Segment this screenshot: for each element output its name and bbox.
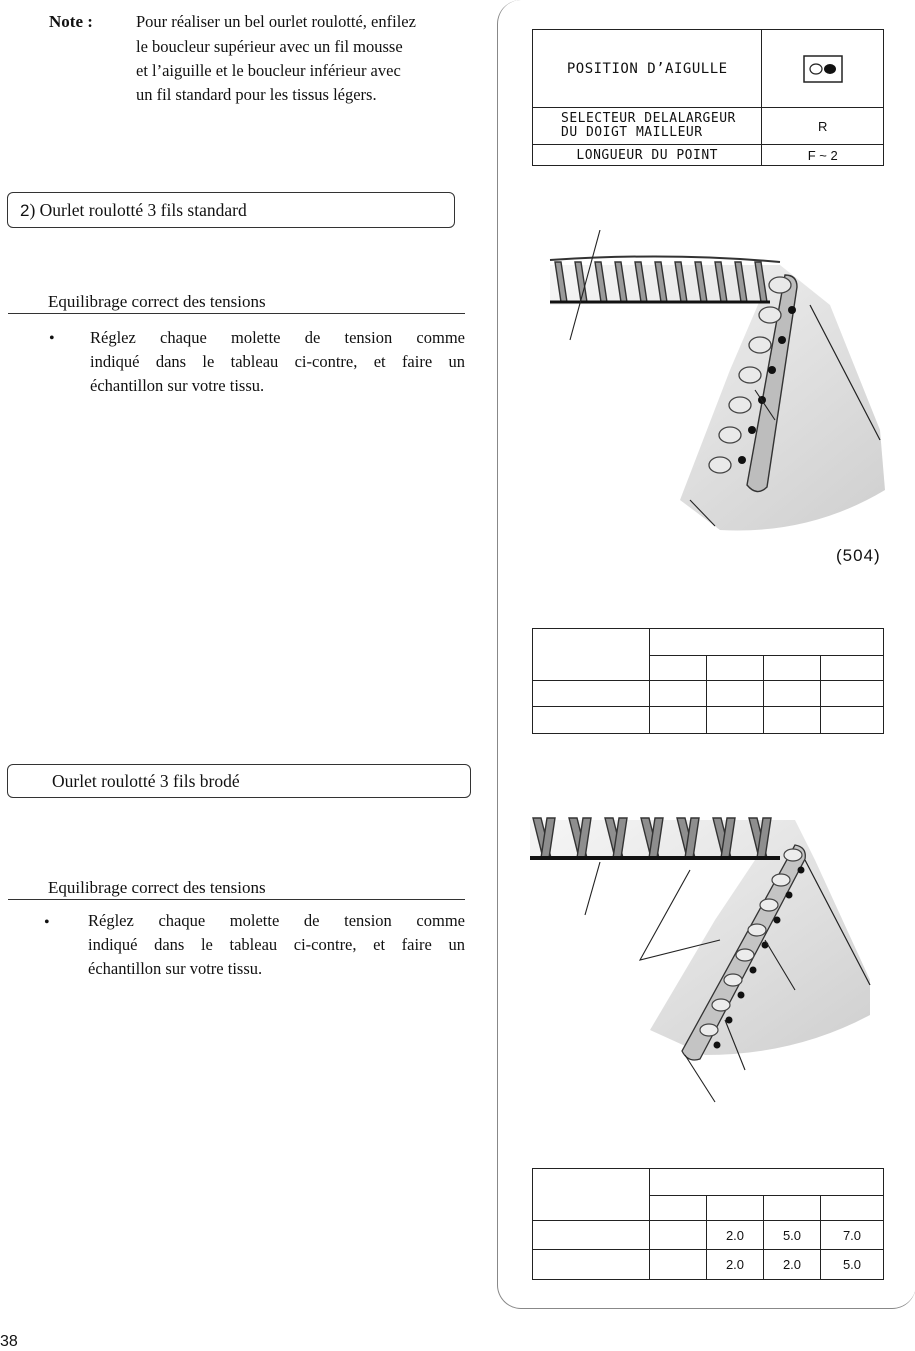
stitch-finger-label-line-2: DU DOIGT MAILLEUR <box>561 125 703 140</box>
settings-table <box>532 29 884 166</box>
tension-table3-subheader <box>821 1196 884 1221</box>
section3-subhead: Equilibrage correct des tensions <box>48 878 266 897</box>
section2-bullet: • <box>49 330 55 347</box>
section3-rule <box>8 899 465 900</box>
tension-table2-cell <box>650 707 707 734</box>
section3-line-1: Réglez chaque molette de tension comme <box>88 911 465 930</box>
tension-table2-cell <box>821 681 884 707</box>
fabric-1 <box>550 265 885 531</box>
tension-table2-subheader <box>650 656 707 681</box>
tension-table-standard <box>532 628 884 734</box>
note-line-3: et l’aiguille et le boucleur inférieur avec <box>136 61 401 80</box>
tension-table2-subheader <box>764 656 821 681</box>
needle-position-value <box>762 30 884 108</box>
tension-table3-cell: 7.0 <box>821 1221 884 1250</box>
section2-line-3: échantillon sur votre tissu. <box>90 376 265 395</box>
tension-table3-cell <box>650 1221 707 1250</box>
tension-table2-header-group <box>650 629 884 656</box>
tension-table3-cell: 2.0 <box>707 1250 764 1280</box>
section2-number: 2 <box>20 201 30 220</box>
stitch-length-value: F ~ 2 <box>762 145 884 166</box>
tension-table3-cell <box>650 1250 707 1280</box>
figure1-code: (504) <box>836 546 881 565</box>
needle-position-icon <box>803 55 843 83</box>
tension-table2-cell <box>707 707 764 734</box>
section2-title <box>20 200 247 221</box>
note-line-4: un fil standard pour les tissus légers. <box>136 85 377 104</box>
tension-table3-subheader <box>707 1196 764 1221</box>
note-line-2: le boucleur supérieur avec un fil mousse <box>136 37 403 56</box>
tension-table2-cell <box>533 681 650 707</box>
tension-table3-cell: 2.0 <box>707 1221 764 1250</box>
tension-table2-cell <box>650 681 707 707</box>
stitch-finger-label-line-1: SELECTEUR DELALARGEUR <box>561 111 736 126</box>
tension-table3-cell <box>533 1221 650 1250</box>
stitch-finger-value: R <box>762 108 884 145</box>
tension-table3-cell: 5.0 <box>764 1221 821 1250</box>
section2-rule <box>8 313 465 314</box>
tension-table2-cell <box>764 681 821 707</box>
section2-line-1: Réglez chaque molette de tension comme <box>90 328 465 347</box>
tension-table3-cell: 2.0 <box>764 1250 821 1280</box>
section3-line-2: indiqué dans le tableau ci-contre, et faire un <box>88 935 465 954</box>
tension-table3-cell <box>533 1250 650 1280</box>
note-line-1: Pour réaliser un bel ourlet roulotté, enfilez <box>136 12 416 31</box>
tension-table2-cell <box>821 707 884 734</box>
tension-table2-subheader <box>821 656 884 681</box>
needle-position-label: POSITION D’AIGULLE <box>533 30 762 108</box>
section3-bullet: • <box>44 914 50 931</box>
tension-table2-header-left <box>533 629 650 681</box>
section3-title: Ourlet roulotté 3 fils brodé <box>52 771 240 791</box>
tension-table-embroidered <box>532 1168 884 1280</box>
section2-title-text: ) Ourlet roulotté 3 fils standard <box>29 200 247 220</box>
section2-line-2: indiqué dans le tableau ci-contre, et faire un <box>90 352 465 371</box>
tension-table3-header-left <box>533 1169 650 1221</box>
tension-table2-cell <box>707 681 764 707</box>
stitch-length-label: LONGUEUR DU POINT <box>533 145 762 166</box>
section3-line-3: échantillon sur votre tissu. <box>88 959 263 978</box>
tension-table2-cell <box>764 707 821 734</box>
note-label: Note : <box>49 12 93 31</box>
tension-table2-cell <box>533 707 650 734</box>
tension-table3-subheader <box>650 1196 707 1221</box>
stitch-finger-label <box>533 108 762 145</box>
tension-table2-subheader <box>707 656 764 681</box>
section2-subhead: Equilibrage correct des tensions <box>48 292 266 311</box>
tension-table3-cell: 5.0 <box>821 1250 884 1280</box>
page-number: 38 <box>0 1333 18 1350</box>
tension-table3-header-group <box>650 1169 884 1196</box>
rolled-hem-embroidered-diagram <box>525 800 890 1110</box>
tension-table3-subheader <box>764 1196 821 1221</box>
